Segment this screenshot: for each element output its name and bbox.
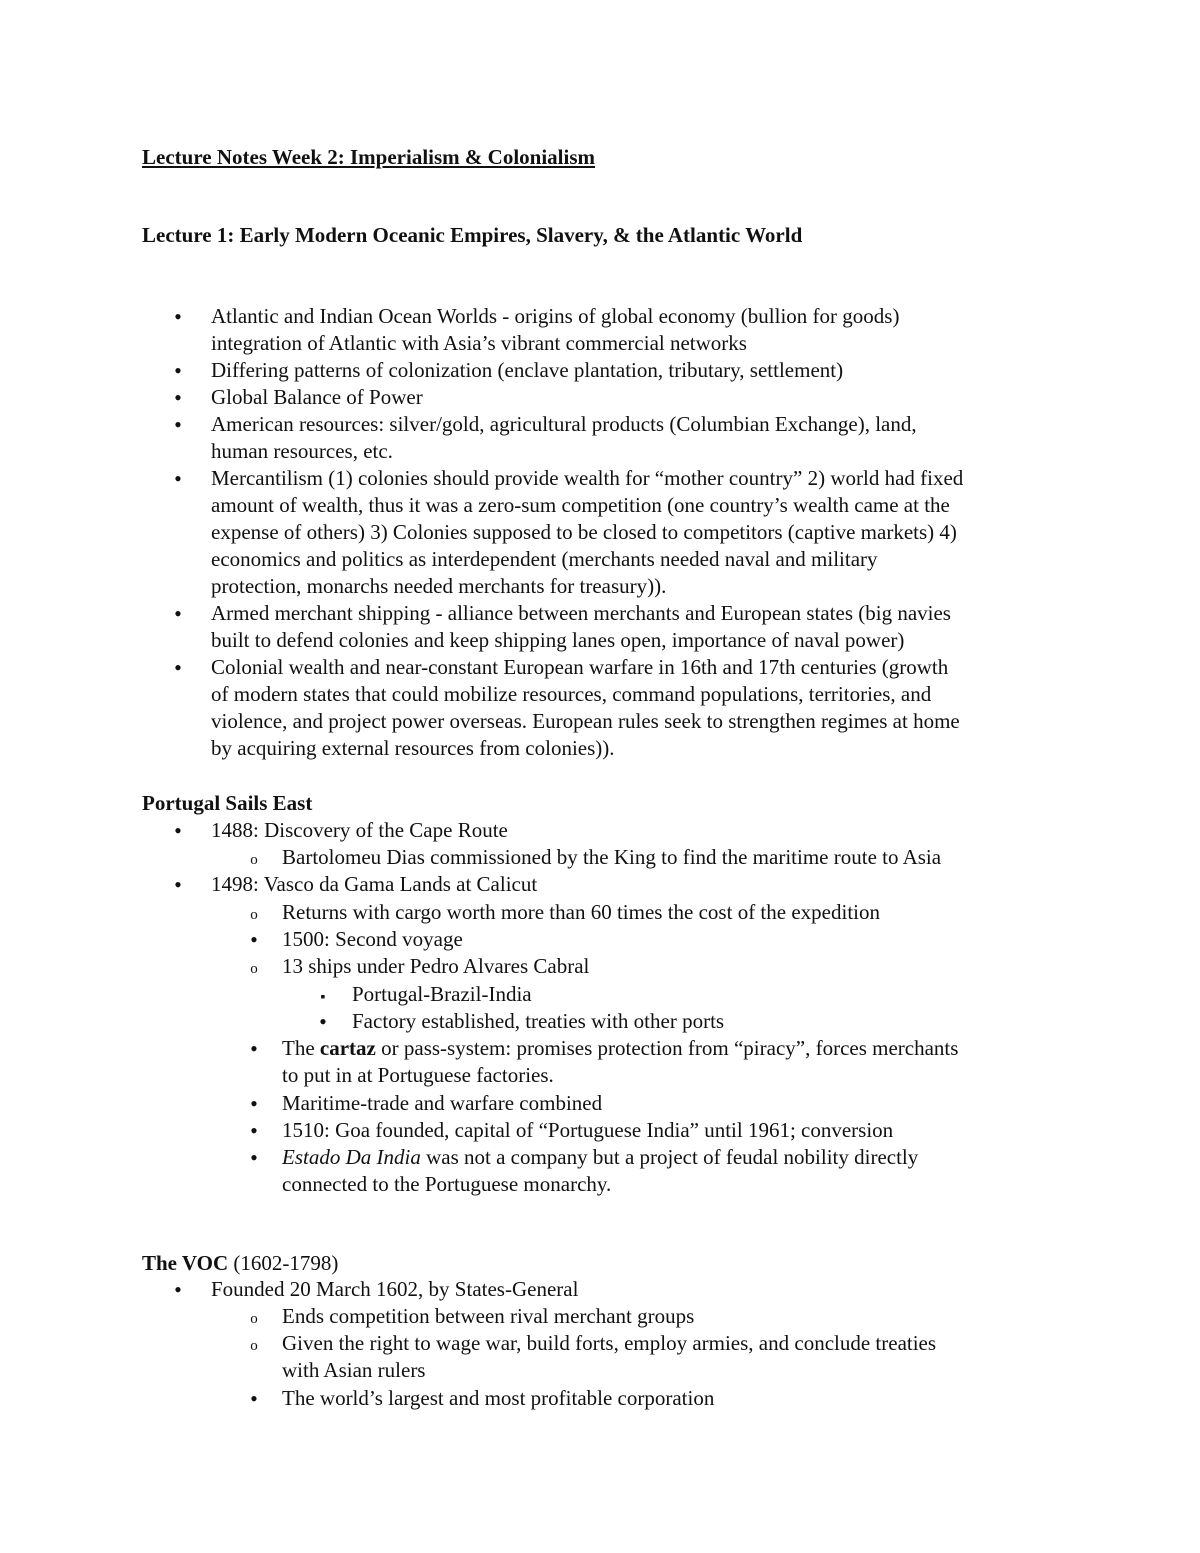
bullet-icon — [168, 465, 188, 493]
lecture-1-heading-text: Lecture 1: Early Modern Oceanic Empires, Slavery, & the Atlantic World — [142, 223, 803, 247]
lecture1-line: Differing patterns of colonization (enclave plantation, tributary, settlement) — [211, 358, 844, 382]
circle-bullet-icon — [244, 1303, 264, 1333]
bullet-icon — [168, 411, 188, 439]
bullet-icon — [168, 817, 188, 845]
portugal-line: Returns with cargo worth more than 60 times the cost of the expedition — [282, 900, 880, 924]
lecture1-line: economics and politics as interdependent (merchants needed naval and military — [211, 547, 878, 571]
bullet-icon — [244, 926, 264, 954]
portugal-line: 1498: Vasco da Gama Lands at Calicut — [211, 872, 538, 896]
lecture1-line: Armed merchant shipping - alliance between merchants and European states (big navies — [211, 601, 951, 625]
bullet-icon — [168, 1276, 188, 1304]
bullet-icon — [168, 303, 188, 331]
portugal-heading — [142, 788, 312, 818]
lecture1-line: expense of others) 3) Colonies supposed to be closed to competitors (captive markets) 4) — [211, 520, 957, 544]
portugal-line: 1488: Discovery of the Cape Route — [211, 818, 508, 842]
lecture1-line: human resources, etc. — [211, 439, 393, 463]
lecture1-line: integration of Atlantic with Asia’s vibrant commercial networks — [211, 331, 747, 355]
lecture1-line: protection, monarchs needed merchants for treasury)). — [211, 574, 667, 598]
lecture1-line: amount of wealth, thus it was a zero-sum competition (one country’s wealth came at the — [211, 493, 950, 517]
circle-bullet-icon — [244, 1330, 264, 1360]
portugal-line: 1500: Second voyage — [282, 927, 463, 951]
voc-heading — [142, 1248, 338, 1278]
circle-bullet-icon — [244, 844, 264, 874]
bullet-icon — [313, 1008, 333, 1036]
voc-line: Founded 20 March 1602, by States-General — [211, 1277, 579, 1301]
estado-description: was not a company but a project of feudal nobility directly — [420, 1145, 919, 1169]
bullet-icon — [168, 654, 188, 682]
bullet-icon — [244, 1117, 264, 1145]
portugal-estado-line — [282, 1144, 918, 1171]
portugal-heading-text: Portugal Sails East — [142, 791, 313, 815]
cartaz-prefix: The — [282, 1036, 320, 1060]
circle-bullet-icon — [244, 953, 264, 983]
circle-bullet-icon — [244, 899, 264, 929]
lecture1-line: Mercantilism (1) colonies should provide wealth for “mother country” 2) world had fixed — [211, 466, 964, 490]
voc-line: Ends competition between rival merchant groups — [282, 1304, 695, 1328]
portugal-line: to put in at Portuguese factories. — [282, 1063, 554, 1087]
voc-line: Given the right to wage war, build forts, employ armies, and conclude treaties — [282, 1331, 937, 1355]
lecture1-line: Colonial wealth and near-constant European warfare in 16th and 17th centuries (growth — [211, 655, 949, 679]
lecture1-line: by acquiring external resources from colonies)). — [211, 736, 615, 760]
portugal-line: 1510: Goa founded, capital of “Portuguese India” until 1961; conversion — [282, 1118, 894, 1142]
bullet-icon — [168, 871, 188, 899]
bullet-icon — [244, 1035, 264, 1063]
estado-term: Estado Da India — [282, 1145, 421, 1169]
lecture-1-heading — [142, 220, 802, 250]
lecture1-line: violence, and project power overseas. European rules seek to strengthen regimes at home — [211, 709, 960, 733]
cartaz-description: or pass-system: promises protection from “piracy”, forces merchants — [375, 1036, 959, 1060]
lecture1-line: of modern states that could mobilize resources, command populations, territories, and — [211, 682, 932, 706]
portugal-cartaz-line — [282, 1035, 958, 1062]
portugal-line: Bartolomeu Dias commissioned by the King to find the maritime route to Asia — [282, 845, 942, 869]
bullet-icon — [244, 1144, 264, 1172]
bullet-icon — [244, 1090, 264, 1118]
lecture1-line: American resources: silver/gold, agricultural products (Columbian Exchange), land, — [211, 412, 917, 436]
portugal-line: Maritime-trade and warfare combined — [282, 1091, 603, 1115]
voc-line: with Asian rulers — [282, 1358, 426, 1382]
document-title: Lecture Notes Week 2: Imperialism & Colonialism — [142, 145, 596, 169]
bullet-icon — [168, 600, 188, 628]
bullet-icon — [244, 1385, 264, 1413]
portugal-line: Factory established, treaties with other ports — [352, 1009, 725, 1033]
portugal-line: Portugal-Brazil-India — [352, 982, 532, 1006]
lecture1-line: built to defend colonies and keep shipping lanes open, importance of naval power) — [211, 628, 905, 652]
portugal-line: connected to the Portuguese monarchy. — [282, 1172, 612, 1196]
portugal-line: 13 ships under Pedro Alvares Cabral — [282, 954, 590, 978]
lecture1-line: Global Balance of Power — [211, 385, 423, 409]
bullet-icon — [168, 357, 188, 385]
square-bullet-icon — [313, 981, 333, 1011]
voc-line: The world’s largest and most profitable corporation — [282, 1386, 715, 1410]
bullet-icon — [168, 384, 188, 412]
lecture1-line: Atlantic and Indian Ocean Worlds - origins of global economy (bullion for goods) — [211, 304, 900, 328]
voc-heading-dates: (1602-1798) — [228, 1251, 339, 1275]
cartaz-term: cartaz — [319, 1036, 376, 1060]
voc-heading-bold: The VOC — [142, 1251, 229, 1275]
